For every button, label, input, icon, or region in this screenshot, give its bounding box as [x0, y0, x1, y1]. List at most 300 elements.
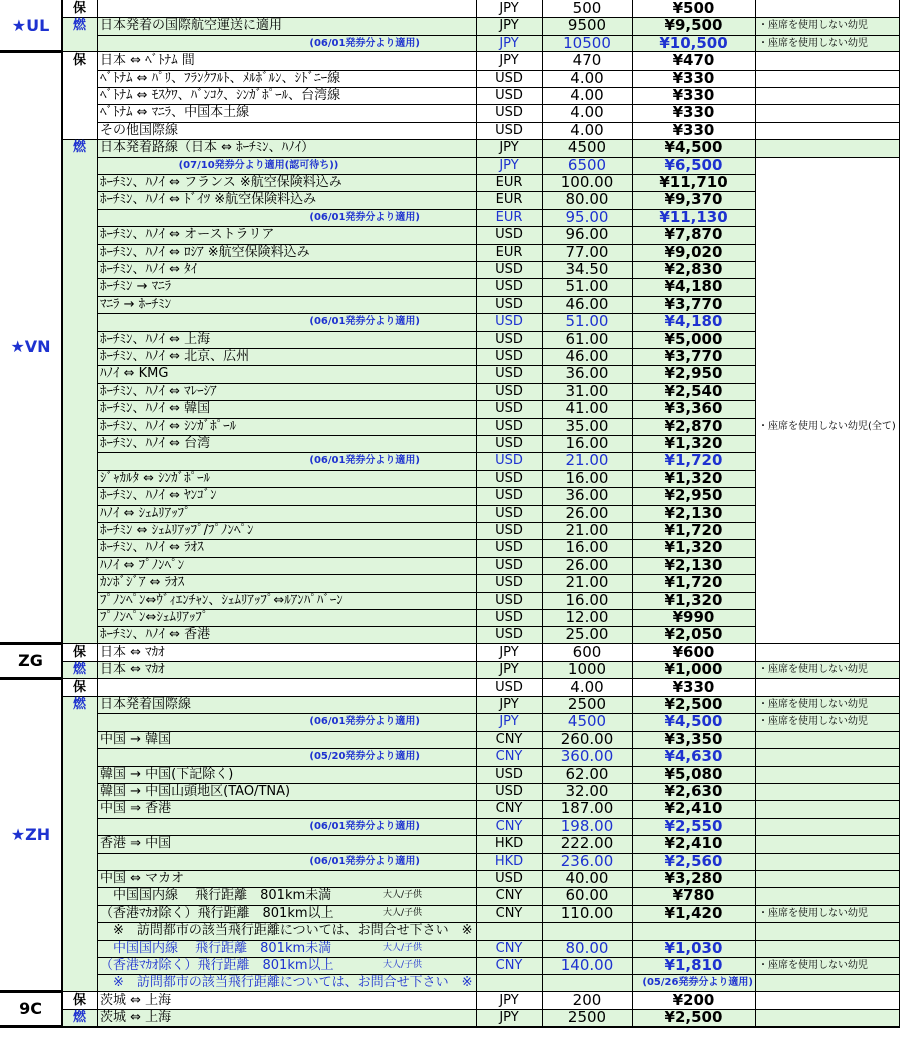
remarks-note: ・座席を使用しない幼児 [758, 960, 868, 971]
charge-type-label: 保 [72, 992, 86, 1008]
currency-code: USD [495, 436, 523, 451]
yen-amount: ¥780 [672, 887, 715, 905]
yen-amount: ¥9,500 [664, 17, 723, 35]
currency-code: USD [495, 627, 523, 643]
route-description [97, 0, 426, 17]
remarks-note: ・座席を使用しない幼児 [758, 907, 868, 919]
yen-amount: ¥3,770 [664, 348, 723, 365]
effective-date-note: (07/10発券分より適用(認可待ち)) [178, 159, 339, 171]
effective-date-note: (05/20発券分より適用) [309, 751, 420, 763]
yen-amount: ¥330 [672, 678, 715, 696]
column-divider [755, 0, 756, 52]
currency-code: USD [495, 453, 523, 469]
column-divider [755, 52, 756, 644]
yen-amount: ¥10,500 [659, 34, 728, 52]
currency-code: USD [495, 279, 523, 295]
airline-code: 9C [0, 992, 62, 1027]
yen-amount: ¥4,180 [664, 278, 723, 296]
route-description: ﾏﾆﾗ → ﾎｰﾁﾐﾝ [100, 296, 172, 312]
column-divider [542, 644, 543, 679]
currency-code: USD [495, 88, 523, 103]
charge-type-label: 保 [72, 679, 86, 695]
yen-amount: ¥5,080 [664, 765, 723, 783]
currency-code: JPY [499, 644, 519, 660]
currency-code: USD [495, 505, 523, 521]
remarks-note [755, 157, 900, 696]
currency-code: USD [495, 227, 523, 243]
yen-amount: ¥2,950 [664, 487, 723, 505]
route-description: ﾎｰﾁﾐﾝ、ﾊﾉｲ ⇔ ﾀｲ [100, 262, 198, 277]
amount-value: 222.00 [560, 835, 614, 853]
currency-code: USD [495, 592, 523, 608]
yen-amount: ¥2,870 [664, 417, 723, 435]
row-divider [755, 104, 900, 105]
amount-value: 110.00 [560, 904, 614, 922]
route-description: 中国国内線 飛行距離 801km未満 [100, 888, 332, 904]
row-divider [755, 766, 900, 767]
amount-value: 360.00 [560, 748, 614, 766]
currency-code: USD [495, 679, 523, 695]
route-description: 中国国内線 飛行距離 801km未満 [100, 940, 332, 956]
amount-value: 26.00 [565, 556, 609, 574]
route-description: 日本発着の国際航空運送に適用 [100, 18, 283, 34]
currency-code: JPY [499, 1, 519, 16]
row-divider [755, 800, 900, 801]
route-description: ﾌﾟﾉﾝﾍﾟﾝ⇔ｳﾞｨｴﾝﾁｬﾝ、ｼｪﾑﾘｱｯﾌﾟ⇔ﾙｱﾝﾊﾟﾊﾞｰﾝ [100, 592, 343, 608]
amount-value: 4.00 [570, 121, 604, 139]
amount-value: 61.00 [565, 330, 609, 348]
currency-code: USD [495, 401, 523, 417]
yen-amount: ¥2,500 [664, 696, 723, 713]
currency-code: JPY [499, 992, 519, 1008]
yen-amount: ¥1,720 [664, 522, 723, 539]
amount-value: 36.00 [565, 487, 609, 505]
route-description: ﾍﾞﾄﾅﾑ ⇔ ﾏﾆﾗ、中国本土線 [100, 105, 250, 121]
effective-date-note: (06/01発券分より適用) [309, 716, 420, 728]
yen-amount: ¥2,410 [664, 835, 723, 853]
row-divider [755, 853, 900, 854]
amount-value: 96.00 [565, 226, 609, 244]
amount-value: 31.00 [565, 382, 609, 400]
amount-value: 4500 [567, 713, 607, 731]
route-description: （香港ﾏｶｵ除く）飛行距離 801km以上 [100, 958, 334, 973]
route-description: 韓国 → 中国(下記除く) [100, 766, 234, 782]
amount-value: 62.00 [565, 765, 609, 783]
yen-amount: ¥2,410 [664, 800, 723, 818]
yen-amount: ¥2,950 [664, 365, 723, 383]
currency-code: USD [495, 575, 523, 591]
amount-value: 4.00 [570, 104, 604, 122]
yen-amount: ¥4,500 [664, 713, 723, 731]
yen-amount: ¥2,050 [664, 626, 723, 644]
column-divider [632, 644, 633, 679]
currency-code: USD [495, 296, 523, 312]
currency-code: USD [495, 418, 523, 434]
airline-code: ★ZH [0, 679, 62, 992]
yen-amount: ¥1,720 [664, 452, 723, 470]
amount-value: 46.00 [565, 295, 609, 313]
yen-amount: ¥2,130 [664, 504, 723, 522]
row-divider [755, 835, 900, 836]
currency-code: EUR [495, 192, 523, 208]
currency-code: JPY [499, 157, 519, 173]
yen-amount: ¥2,560 [664, 852, 723, 870]
yen-amount: ¥2,540 [664, 382, 723, 400]
yen-amount: ¥1,320 [664, 469, 723, 487]
currency-code: JPY [499, 714, 519, 730]
amount-value: 2500 [567, 1009, 607, 1027]
route-description: ﾊﾉｲ ⇔ KMG [100, 366, 169, 382]
amount-value: 16.00 [565, 539, 609, 557]
currency-code: USD [495, 314, 523, 330]
column-divider [632, 992, 633, 1027]
route-description: ﾎｰﾁﾐﾝ、ﾊﾉｲ ⇔ 香港 [100, 627, 211, 643]
column-divider [97, 0, 98, 52]
column-divider [542, 679, 543, 992]
currency-code: USD [495, 383, 523, 399]
route-description: ﾎｰﾁﾐﾝ、ﾊﾉｲ ⇔ ﾄﾞｲﾂ ※航空保険料込み [100, 192, 317, 208]
route-description: 日本 ⇔ ﾍﾞﾄﾅﾑ 間 [100, 53, 195, 69]
amount-value: 10500 [563, 34, 611, 52]
yen-amount: ¥1,320 [664, 591, 723, 609]
amount-value: 140.00 [560, 957, 614, 974]
amount-value: 21.00 [565, 574, 609, 592]
yen-amount: ¥330 [672, 87, 715, 104]
currency-code: CNY [495, 818, 523, 834]
column-divider [542, 0, 543, 52]
amount-value: 16.00 [565, 469, 609, 487]
column-divider [62, 0, 63, 52]
yen-amount: ¥5,000 [664, 330, 723, 348]
column-divider [62, 992, 63, 1027]
currency-code: USD [495, 70, 523, 86]
currency-code: USD [495, 122, 523, 138]
yen-amount: ¥470 [672, 52, 715, 70]
currency-code: JPY [499, 662, 519, 678]
column-divider [476, 0, 477, 52]
amount-value: 1000 [567, 661, 607, 679]
amount-value: 34.50 [565, 261, 609, 278]
passenger-type-note: 大人/子供 [382, 942, 422, 953]
route-description: 日本発着路線（日本 ⇔ ﾎｰﾁﾐﾝ、ﾊﾉｲ） [100, 140, 315, 156]
amount-value: 16.00 [565, 435, 609, 452]
yen-amount: ¥2,500 [664, 1009, 723, 1027]
yen-amount: ¥11,130 [659, 208, 728, 226]
amount-value: 77.00 [565, 243, 609, 261]
amount-value: 200 [572, 991, 602, 1009]
route-description: ﾌﾟﾉﾝﾍﾟﾝ⇔ｼｪﾑﾘｱｯﾌﾟ [100, 610, 209, 625]
charge-type-label: 燃 [72, 1010, 86, 1026]
currency-code: USD [495, 766, 523, 782]
currency-code: EUR [495, 209, 523, 225]
passenger-type-note: 大人/子供 [382, 960, 422, 970]
charge-type-label: 保 [72, 1, 86, 16]
route-description: ﾎｰﾁﾐﾝ、ﾊﾉｲ ⇔ ｼﾝｶﾞﾎﾟｰﾙ [100, 418, 237, 434]
currency-code: JPY [499, 18, 519, 34]
column-divider [632, 52, 633, 644]
yen-amount: ¥200 [672, 991, 715, 1009]
currency-code: CNY [495, 731, 523, 747]
row-divider [755, 818, 900, 819]
currency-code: CNY [495, 801, 523, 817]
column-divider [755, 644, 756, 679]
route-description: ﾍﾞﾄﾅﾑ ⇔ ﾊﾟﾘ、ﾌﾗﾝｸﾌﾙﾄ、ﾒﾙﾎﾞﾙﾝ、ｼﾄﾞﾆｰ線 [100, 70, 341, 86]
yen-amount: ¥330 [672, 69, 715, 87]
airline-code: ★VN [0, 52, 62, 644]
yen-amount: ¥1,320 [664, 539, 723, 557]
route-description: 中国 ⇔ マカオ [100, 871, 185, 886]
route-description: ﾎｰﾁﾐﾝ、ﾊﾉｲ ⇔ ﾏﾚｰｼｱ [100, 383, 217, 399]
yen-amount: ¥2,830 [664, 261, 723, 278]
yen-amount: ¥600 [672, 643, 715, 661]
row-divider [755, 1009, 900, 1010]
amount-value: 16.00 [565, 591, 609, 609]
currency-code: CNY [495, 905, 523, 921]
amount-value: 470 [572, 52, 602, 70]
currency-code: USD [495, 610, 523, 625]
route-description: ﾊﾉｲ ⇔ ｼｪﾑﾘｱｯﾌﾟ [100, 505, 191, 521]
column-divider [476, 992, 477, 1027]
amount-value: 95.00 [565, 208, 609, 226]
route-description: ﾎｰﾁﾐﾝ、ﾊﾉｲ ⇔ 台湾 [100, 436, 211, 451]
route-description: ﾎｰﾁﾐﾝ、ﾊﾉｲ ⇔ 北京、広州 [100, 349, 250, 364]
route-description: 日本発着国際線 [100, 697, 192, 712]
amount-value: 32.00 [565, 783, 609, 800]
route-description: ﾎｰﾁﾐﾝ、ﾊﾉｲ ⇔ オーストラリア [100, 227, 275, 243]
remarks-note: ・座席を使用しない幼児 [758, 20, 868, 32]
amount-value: 100.00 [560, 174, 614, 191]
passenger-type-note: 大人/子供 [382, 907, 422, 918]
currency-code: USD [495, 331, 523, 347]
currency-code: USD [495, 523, 523, 538]
effective-date-note: (06/01発券分より適用) [309, 37, 420, 49]
column-divider [476, 679, 477, 992]
currency-code: USD [495, 871, 523, 886]
remarks-note: ・座席を使用しない幼児 [758, 716, 868, 728]
column-divider [632, 0, 633, 52]
remarks-note: ・座席を使用しない幼児 [758, 664, 868, 676]
currency-code: USD [495, 366, 523, 382]
amount-value: 500 [572, 0, 602, 17]
currency-code: CNY [495, 958, 523, 973]
amount-value: 187.00 [560, 800, 614, 818]
amount-value: 51.00 [565, 313, 609, 331]
amount-value: 236.00 [560, 852, 614, 870]
footnote-text: ※ 訪問都市の該当飛行距離については、お問合せ下さい ※ [100, 975, 473, 991]
yen-amount: ¥1,720 [664, 574, 723, 592]
charge-type-label: 燃 [72, 697, 86, 712]
currency-code: USD [495, 540, 523, 556]
currency-code: USD [495, 349, 523, 364]
route-description: 茨城 ⇔ 上海 [100, 992, 172, 1008]
amount-value: 60.00 [565, 887, 609, 905]
column-divider [97, 679, 98, 992]
amount-value: 40.00 [565, 870, 609, 887]
route-description [97, 679, 426, 696]
route-description: その他国際線 [100, 122, 179, 138]
amount-value: 4500 [567, 139, 607, 157]
yen-amount: ¥4,630 [664, 748, 723, 766]
column-divider [476, 52, 477, 644]
section-divider [0, 1026, 900, 1028]
remarks-note: ・座席を使用しない幼児 [758, 37, 868, 49]
yen-amount: ¥2,130 [664, 556, 723, 574]
currency-code: USD [495, 784, 523, 799]
yen-amount: ¥1,000 [664, 661, 723, 679]
effective-date-note: (06/01発券分より適用) [309, 855, 420, 867]
currency-code: USD [495, 470, 523, 486]
amount-value: 21.00 [565, 452, 609, 470]
row-divider [755, 748, 900, 749]
yen-amount: ¥4,180 [664, 313, 723, 331]
route-description: ﾎｰﾁﾐﾝ、ﾊﾉｲ ⇔ ﾔﾝｺﾞﾝ [100, 488, 217, 504]
column-divider [755, 679, 756, 992]
yen-amount: ¥1,810 [664, 957, 723, 974]
row-divider [755, 922, 900, 923]
currency-code: HKD [494, 853, 524, 869]
amount-value: 9500 [567, 17, 607, 35]
yen-amount: ¥11,710 [659, 174, 728, 191]
currency-code: JPY [499, 697, 519, 712]
row-divider [755, 70, 900, 71]
row-divider [755, 122, 900, 123]
column-divider [632, 679, 633, 992]
yen-amount: ¥330 [672, 104, 715, 122]
yen-amount: ¥7,870 [664, 226, 723, 244]
charge-type-label: 保 [72, 53, 86, 69]
airline-code: ZG [0, 644, 62, 679]
amount-value: 260.00 [560, 730, 614, 748]
route-description: ﾎｰﾁﾐﾝ、ﾊﾉｲ ⇔ ﾛｼｱ ※航空保険料込み [100, 244, 310, 260]
column-divider [62, 644, 63, 679]
route-description: ﾎｰﾁﾐﾝ、ﾊﾉｲ ⇔ 上海 [100, 331, 211, 347]
airline-code: ★UL [0, 0, 62, 52]
amount-value: 600 [572, 643, 602, 661]
column-divider [62, 679, 63, 992]
route-description: 日本 ⇔ ﾏｶｵ [100, 662, 165, 678]
currency-code: USD [495, 488, 523, 504]
column-divider [755, 992, 756, 1027]
yen-amount: ¥1,030 [664, 939, 723, 957]
row-divider [755, 87, 900, 88]
amount-value: 4.00 [570, 678, 604, 696]
charge-type-label: 燃 [72, 662, 86, 678]
route-description: ﾎｰﾁﾐﾝ、ﾊﾉｲ ⇔ ﾗｵｽ [100, 540, 204, 556]
route-description: ﾎｰﾁﾐﾝ → ﾏﾆﾗ [100, 279, 172, 295]
currency-code: USD [495, 262, 523, 277]
yen-amount: ¥3,350 [664, 730, 723, 748]
amount-value: 21.00 [565, 522, 609, 539]
row-divider [755, 731, 900, 732]
currency-code: USD [495, 105, 523, 121]
row-divider [755, 887, 900, 888]
column-divider [476, 644, 477, 679]
route-description: 中国 ⇒ 香港 [100, 801, 172, 817]
route-description: ﾊﾉｲ ⇔ ﾌﾟﾉﾝﾍﾟﾝ [100, 557, 185, 573]
currency-code: CNY [495, 888, 523, 904]
amount-value: 46.00 [565, 348, 609, 365]
column-divider [97, 992, 98, 1027]
route-description: ﾎｰﾁﾐﾝ ⇔ ｼｪﾑﾘｱｯﾌﾟ/ﾌﾟﾉﾝﾍﾟﾝ [100, 523, 254, 538]
yen-amount: ¥2,550 [664, 817, 723, 835]
effective-date-note: (06/01発券分より適用) [309, 455, 420, 467]
amount-value: 35.00 [565, 417, 609, 435]
row-divider [755, 940, 900, 941]
route-description: ﾎｰﾁﾐﾝ、ﾊﾉｲ ⇔ 韓国 [100, 401, 211, 417]
amount-value: 41.00 [565, 400, 609, 418]
amount-value: 6500 [567, 156, 607, 174]
yen-amount: ¥2,630 [664, 783, 723, 800]
yen-amount: ¥990 [672, 609, 715, 626]
currency-code: CNY [495, 749, 523, 765]
remarks-note: ・座席を使用しない幼児 [758, 699, 868, 710]
remarks-note-text: ・座席を使用しない幼児(全て) [758, 420, 896, 432]
route-description: 香港 ⇒ 中国 [100, 836, 172, 852]
footnote-text: ※ 訪問都市の該当飛行距離については、お問合せ下さい ※ [100, 923, 473, 939]
amount-value: 80.00 [565, 939, 609, 957]
currency-code: USD [495, 557, 523, 573]
effective-date-note: (06/01発券分より適用) [309, 316, 420, 328]
effective-date-note: (06/01発券分より適用) [309, 820, 420, 832]
currency-code: HKD [494, 836, 524, 852]
currency-code: CNY [495, 940, 523, 956]
yen-amount: ¥3,280 [664, 870, 723, 887]
effective-date-note: (06/01発券分より適用) [309, 211, 420, 223]
currency-code: JPY [499, 53, 519, 69]
charge-type-label: 保 [72, 644, 86, 660]
route-description: ﾎｰﾁﾐﾝ、ﾊﾉｲ ⇔ フランス ※航空保険料込み [100, 175, 342, 190]
route-description: 日本 ⇔ ﾏｶｵ [100, 644, 165, 660]
amount-value: 4.00 [570, 87, 604, 104]
amount-value: 198.00 [560, 817, 614, 835]
yen-amount: ¥9,370 [664, 191, 723, 209]
yen-amount: ¥330 [672, 121, 715, 139]
column-divider [62, 52, 63, 644]
amount-value: 51.00 [565, 278, 609, 296]
yen-amount: ¥6,500 [664, 156, 723, 174]
route-description: （香港ﾏｶｵ除く）飛行距離 801km以上 [100, 905, 334, 921]
row-divider [755, 974, 900, 975]
yen-amount: ¥4,500 [664, 139, 723, 157]
effective-date-note: (05/26発券分より適用) [642, 977, 753, 989]
route-description: 茨城 ⇔ 上海 [100, 1010, 172, 1026]
route-description: 中国 → 韓国 [100, 731, 172, 747]
route-description: ｶﾝﾎﾞｼﾞｱ ⇔ ﾗｵｽ [100, 575, 185, 591]
yen-amount: ¥1,420 [664, 904, 723, 922]
charge-type-label: 燃 [72, 18, 86, 34]
amount-value: 26.00 [565, 504, 609, 522]
amount-value: 4.00 [570, 69, 604, 87]
amount-value: 80.00 [565, 191, 609, 209]
amount-value: 2500 [567, 696, 607, 713]
currency-code: JPY [499, 35, 519, 51]
currency-code: EUR [495, 175, 523, 190]
currency-code: JPY [499, 140, 519, 156]
row-divider [755, 870, 900, 871]
amount-value: 25.00 [565, 626, 609, 644]
column-divider [542, 992, 543, 1027]
yen-amount: ¥1,320 [664, 435, 723, 452]
passenger-type-note: 大人/子供 [382, 890, 422, 901]
yen-amount: ¥3,770 [664, 295, 723, 313]
currency-code: JPY [499, 1010, 519, 1026]
column-divider [542, 52, 543, 644]
route-description: 韓国 → 中国山頭地区(TAO/TNA) [100, 784, 291, 799]
currency-code: EUR [495, 244, 523, 260]
amount-value: 36.00 [565, 365, 609, 383]
route-description: ｼﾞｬｶﾙﾀ ⇔ ｼﾝｶﾞﾎﾟｰﾙ [100, 470, 211, 486]
row-divider [755, 139, 900, 140]
